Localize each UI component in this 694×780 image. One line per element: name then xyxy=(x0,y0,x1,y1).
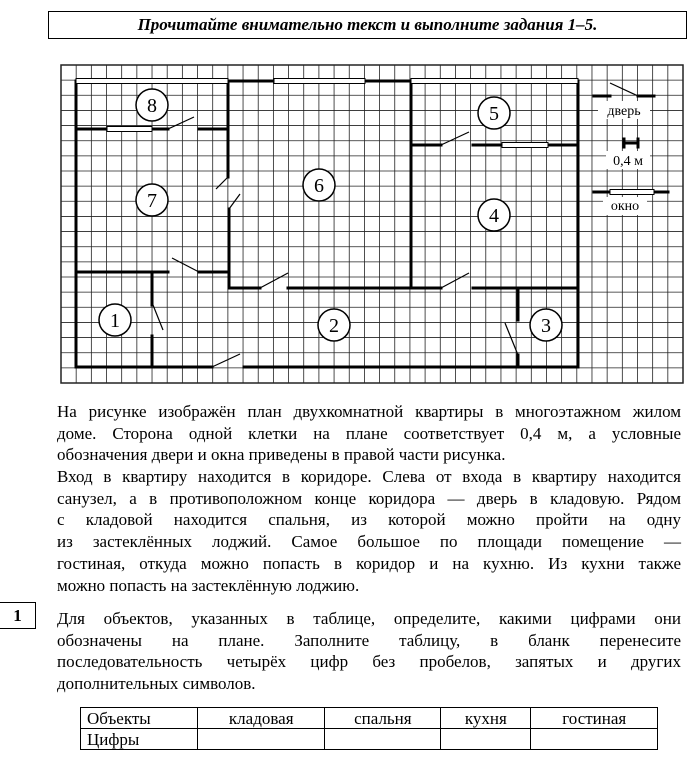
door xyxy=(610,83,638,96)
door xyxy=(441,132,469,145)
task-text xyxy=(57,608,681,695)
table-header-cell: кухня xyxy=(441,708,531,729)
window xyxy=(411,79,578,84)
intro-line: гостиная, откуда можно попасть в коридор и на кухню. Из кухни также xyxy=(57,553,681,573)
answer-table xyxy=(80,707,658,750)
door xyxy=(168,117,194,129)
window xyxy=(274,79,365,84)
legend-door-label: дверь xyxy=(607,104,641,119)
intro-text xyxy=(57,401,681,596)
table-header-cell: Объекты xyxy=(81,708,198,729)
table-header-cell: гостиная xyxy=(531,708,658,729)
room-number: 6 xyxy=(314,175,324,197)
table-header-cell: спальня xyxy=(325,708,441,729)
table-header-row xyxy=(81,708,658,729)
room-marker xyxy=(478,97,510,129)
table-header-cell: кладовая xyxy=(198,708,325,729)
door xyxy=(153,305,163,330)
room-marker xyxy=(136,184,168,216)
intro-line: санузел, а в противоположном конце коридора — дверь в кладовую. Рядом xyxy=(57,488,681,508)
task-line: Для объектов, указанных в таблице, определите, какими цифрами они xyxy=(57,609,681,628)
task-line: последовательность четырёх цифр без пробелов, запятых и других xyxy=(57,652,681,672)
room-number: 7 xyxy=(147,190,157,212)
answer-cell[interactable] xyxy=(198,729,325,750)
room-number: 2 xyxy=(329,315,339,337)
intro-line: Вход в квартиру находится в коридоре. Слева от входа в квартиру находится xyxy=(57,467,681,487)
instruction-header: Прочитайте внимательно текст и выполните задания 1–5. xyxy=(48,11,687,39)
plan-walls xyxy=(76,81,668,367)
door xyxy=(216,177,228,189)
room-marker xyxy=(478,199,510,231)
legend-scale-label: 0,4 м xyxy=(613,154,643,169)
door xyxy=(260,273,288,288)
table-row-label: Цифры xyxy=(81,729,198,750)
door xyxy=(441,273,469,288)
answer-cell[interactable] xyxy=(325,729,441,750)
table-row xyxy=(81,729,658,750)
window xyxy=(107,127,152,132)
room-number: 5 xyxy=(489,103,499,125)
room-number: 3 xyxy=(541,315,551,337)
room-marker xyxy=(318,309,350,341)
task-line: обозначены на плане. Заполните таблицу, в бланк перенесите xyxy=(57,630,681,650)
door xyxy=(172,258,199,272)
window xyxy=(502,143,548,148)
room-marker xyxy=(303,169,335,201)
intro-line: обозначения двери и окна приведены в правой части рисунка. xyxy=(57,445,506,465)
plan-legend xyxy=(598,101,650,215)
answer-cell[interactable] xyxy=(531,729,658,750)
window xyxy=(76,79,228,84)
intro-line: На рисунке изображён план двухкомнатной квартиры в многоэтажном жилом xyxy=(57,402,681,421)
door xyxy=(212,354,240,367)
intro-line: с кладовой находится спальня, из которой можно пройти на одну xyxy=(57,510,681,530)
intro-line: доме. Сторона одной клетки на плане соответствует 0,4 м, а условные xyxy=(57,423,681,443)
room-marker xyxy=(99,304,131,336)
room-number: 1 xyxy=(110,310,120,332)
intro-line: из застеклённых лоджий. Самое большое по площади помещение — xyxy=(57,532,681,552)
room-number: 8 xyxy=(147,95,157,117)
task-number: 1 xyxy=(0,602,36,629)
room-marker xyxy=(530,309,562,341)
room-marker xyxy=(136,89,168,121)
window xyxy=(610,190,654,195)
intro-line: можно попасть на застеклённую лоджию. xyxy=(57,575,360,595)
answer-cell[interactable] xyxy=(441,729,531,750)
legend-window-label: окно xyxy=(610,199,640,214)
task-line: дополнительных символов. xyxy=(57,674,256,694)
room-number: 4 xyxy=(489,205,499,227)
